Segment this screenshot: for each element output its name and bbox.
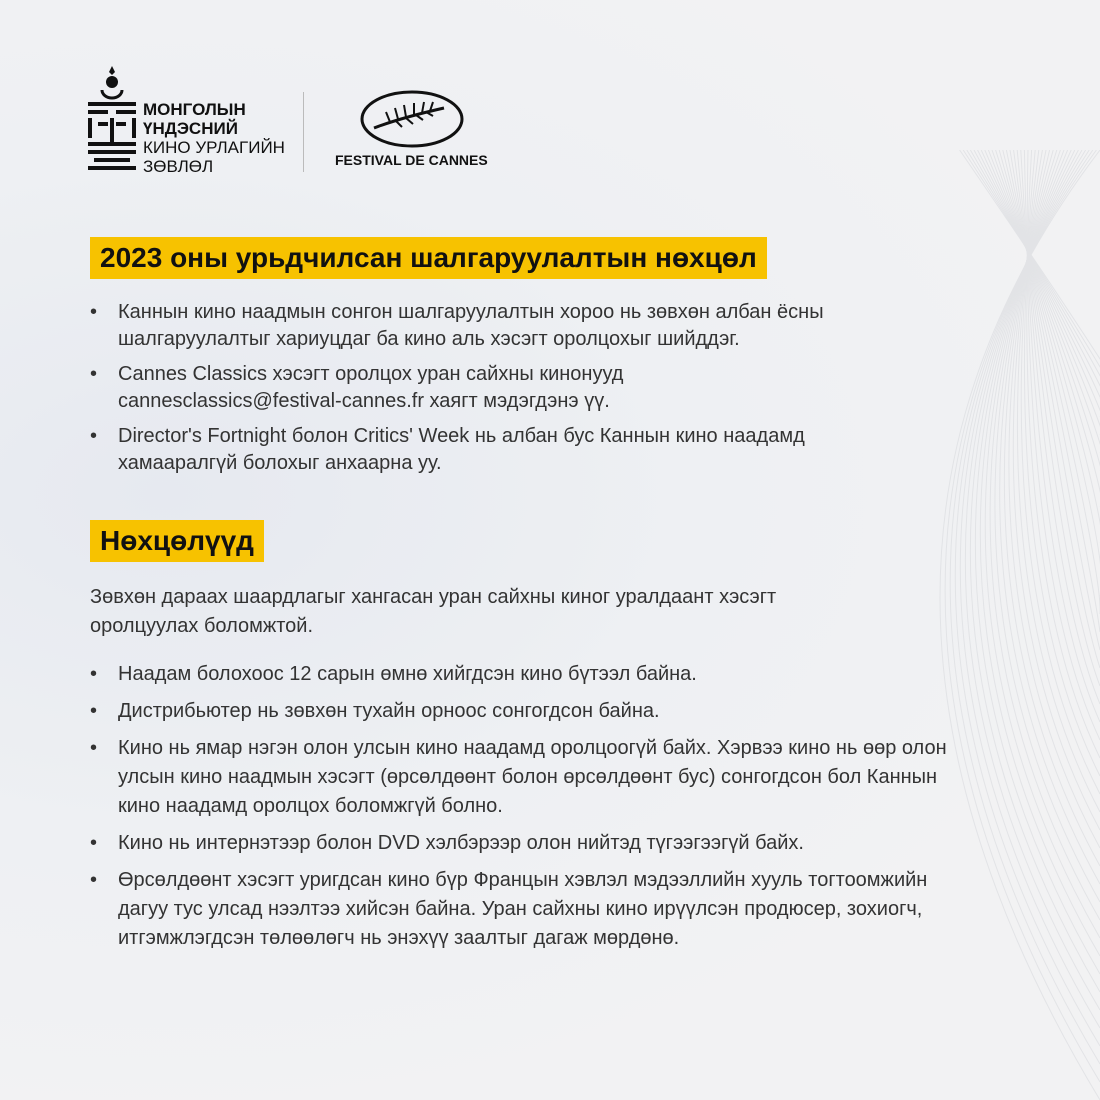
org-name-line: МОНГОЛЫН bbox=[143, 100, 246, 119]
org-name-line: ҮНДЭСНИЙ bbox=[143, 119, 238, 138]
list-item-line: • Cannes Classics хэсэгт оролцох уран сайхны кинонууд bbox=[118, 363, 624, 385]
logo-divider bbox=[303, 92, 304, 172]
intro-line: оролцуулах боломжтой. bbox=[90, 615, 314, 637]
org-name-line: КИНО УРЛАГИЙН bbox=[143, 138, 285, 157]
list-item-line: • Кино нь ямар нэгэн олон улсын кино наадамд оролцоогүй байх. Хэрвээ кино нь өөр олон bbox=[118, 737, 947, 759]
list-item-line: • Наадам болохоос 12 сарын өмнө хийгдсэн кино бүтээл байна. bbox=[118, 663, 697, 685]
list-item-line: кино наадамд оролцох боломжгүй болно. bbox=[118, 795, 503, 817]
list-item bbox=[90, 697, 947, 726]
soyombo-emblem-icon bbox=[88, 66, 136, 172]
list-item-line: шалгаруулалтыг хариуцдаг ба кино аль хэсэгт оролцохыг шийддэг. bbox=[118, 328, 740, 350]
org-name-line: ЗӨВЛӨЛ bbox=[143, 157, 214, 176]
list-item-line: хамааралгүй болохыг анхаарна уу. bbox=[118, 452, 442, 474]
organization-name bbox=[143, 100, 285, 176]
list-item-line: • Каннын кино наадмын сонгон шалгаруулалтын хороо нь зөвхөн албан ёсны bbox=[118, 301, 824, 323]
list-item-line: • Өрсөлдөөнт хэсэгт уригдсан кино бүр Францын хэвлэл мэдээллийн хууль тогтоомжийн bbox=[118, 869, 928, 891]
list-item bbox=[90, 660, 947, 689]
festival-de-cannes-logo bbox=[335, 90, 490, 168]
palm-leaf-icon bbox=[360, 90, 464, 148]
section-heading-preselection: 2023 оны урьдчилсан шалгаруулалтын нөхцөл bbox=[90, 237, 767, 279]
list-item-line: cannesclassics@festival-cannes.fr хаягт мэдэгдэнэ үү. bbox=[118, 390, 610, 412]
list-item bbox=[90, 299, 824, 353]
list-item bbox=[90, 829, 947, 858]
intro-line: Зөвхөн дараах шаардлагыг хангасан уран сайхны киног уралдаант хэсэгт bbox=[90, 586, 777, 608]
list-item-line: • Дистрибьютер нь зөвхөн тухайн орноос сонгогдсон байна. bbox=[118, 700, 660, 722]
list-item bbox=[90, 423, 824, 477]
preselection-list bbox=[90, 299, 824, 485]
list-item bbox=[90, 734, 947, 821]
conditions-intro bbox=[90, 583, 776, 641]
list-item-line: • Кино нь интернэтээр болон DVD хэлбэрээр олон нийтэд түгээгээгүй байх. bbox=[118, 832, 804, 854]
list-item-line: итгэмжлэгдсэн төлөөлөгч нь энэхүү заалтыг дагаж мөрдөнө. bbox=[118, 927, 680, 949]
list-item-line: • Director's Fortnight болон Critics' Week нь албан бус Каннын кино наадамд bbox=[118, 425, 805, 447]
list-item bbox=[90, 866, 947, 953]
list-item bbox=[90, 361, 824, 415]
conditions-list bbox=[90, 660, 947, 961]
list-item-line: улсын кино наадмын хэсэгт (өрсөлдөөнт болон өрсөлдөөнт бус) сонгогдсон бол Каннын bbox=[118, 766, 938, 788]
section-heading-conditions: Нөхцөлүүд bbox=[90, 520, 264, 562]
list-item-line: дагуу тус улсад нээлтээ хийсэн байна. Уран сайхны кино ирүүлсэн продюсер, зохиогч, bbox=[118, 898, 923, 920]
partner-name: FESTIVAL DE CANNES bbox=[335, 152, 488, 168]
